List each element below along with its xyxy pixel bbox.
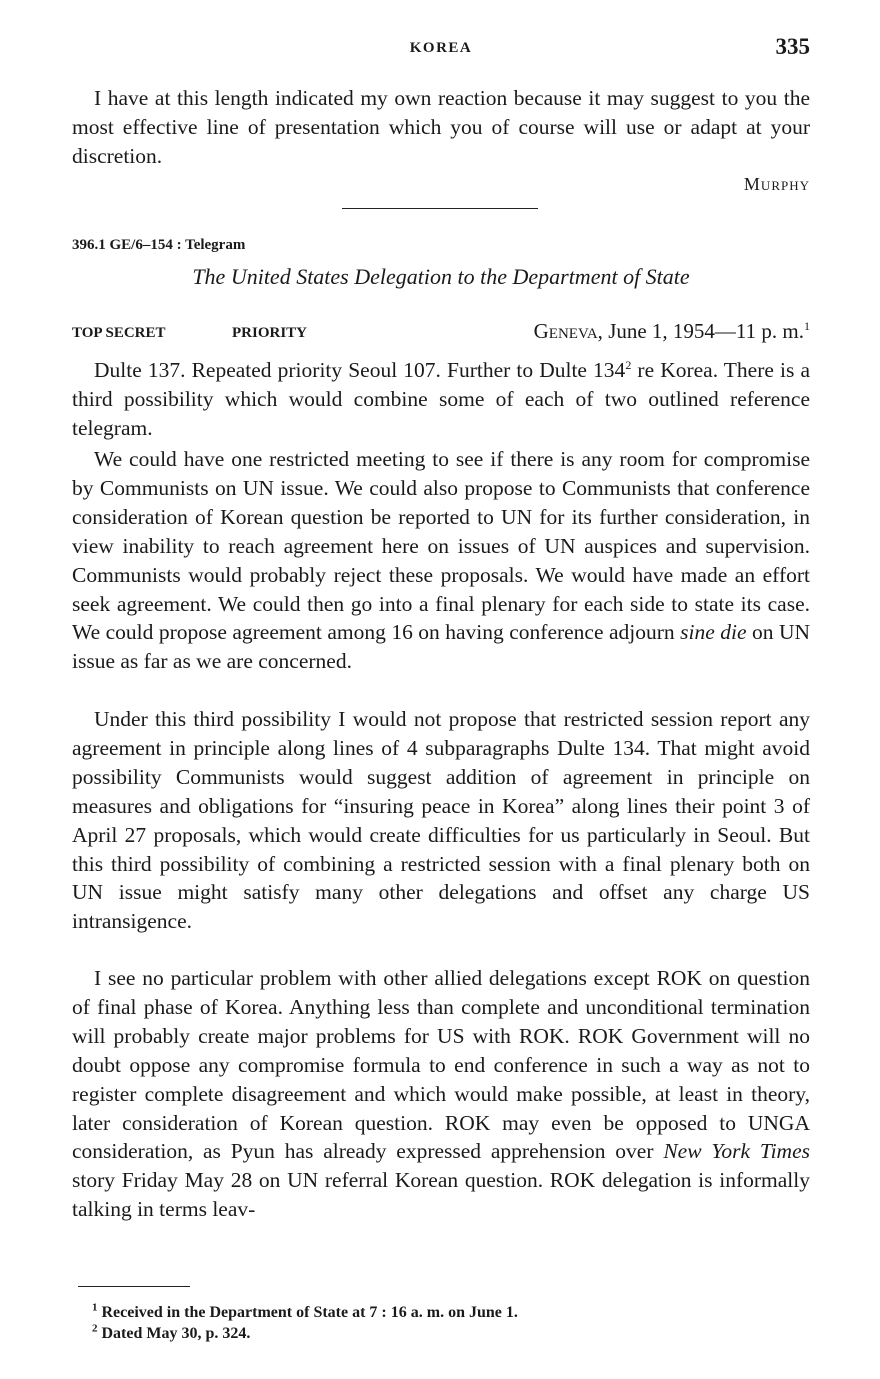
footnote (92, 1323, 518, 1344)
signature: Murphy (743, 174, 810, 194)
p2-text-a: We could have one restricted meeting to see if there is any room for compromise by Communists on UN issue. We could also propose to Communists that conference consideration of Korean question be reported to UN for its further consideration, in view inability to reach agreement here on issues of UN auspices and supervision. Communists would probably reject these proposals. We would have made an effort seek agreement. We could then go into a final plenary for each side to state its case. We could propose agreement among 16 on having conference adjourn (72, 447, 810, 645)
footnote-rule (78, 1286, 190, 1287)
file-reference: 396.1 GE/6–154 : Telegram (72, 237, 246, 253)
body-paragraph-3: Under this third possibility I would not propose that restricted session report any agreement in principle along lines of 4 subparagraphs Dulte 134. That might avoid possibility Communists would suggest addition of agreement in principle on measures and obligations for “insuring peace in Korea” along lines their point 3 of April 27 proposals, which would create difficulties for us particularly in Seoul. But this third possibility of combining a restricted session with a final plenary both on UN issue might satisfy many other delegations and offset any charge US intransigence. (72, 707, 810, 934)
classification-label: TOP SECRET (72, 325, 166, 341)
p1-text-b: re Korea. There is a third possibility which would combine some of each of two outlined reference telegram. (72, 358, 810, 440)
footnote-ref-1: 1 (804, 319, 810, 333)
p2-italic: sine die (680, 620, 747, 645)
classification-line (72, 319, 810, 349)
body-paragraph-2 (72, 445, 810, 676)
section-divider (342, 208, 538, 209)
p4-italic: New York Times (663, 1139, 810, 1164)
body-paragraph-1 (72, 356, 810, 443)
closing-paragraph: I have at this length indicated my own reaction because it may suggest to you the most effective line of presentation which you of course will use or adapt at your discretion. (72, 86, 810, 168)
footnote-ref-2: 2 (625, 357, 632, 372)
running-title: KOREA (409, 40, 473, 56)
footnote (92, 1302, 518, 1323)
dateline (534, 319, 810, 344)
document-heading: The United States Delegation to the Department of State (192, 264, 690, 289)
dateline-city: Geneva, (533, 319, 603, 343)
p4-text-b: story Friday May 28 on UN referral Korean question. ROK delegation is informally talking in terms leav- (72, 1168, 810, 1222)
p2-text-b: on UN issue as far as we are concerned. (72, 620, 811, 674)
footnote-marker: 2 (92, 1322, 98, 1335)
footnote-marker: 1 (92, 1301, 98, 1314)
dateline-date: June 1, 1954—11 p. m. (608, 319, 804, 343)
footnote-text: Received in the Department of State at 7 : 16 a. m. on June 1. (101, 1304, 518, 1321)
p1-text-a: Dulte 137. Repeated priority Seoul 107. Further to Dulte 134 (94, 358, 626, 382)
page-number: 335 (775, 34, 810, 59)
footnote-text: Dated May 30, p. 324. (101, 1325, 251, 1342)
body-paragraph-4 (72, 964, 810, 1224)
priority-label: PRIORITY (232, 325, 308, 341)
p4-text-a: I see no particular problem with other allied delegations except ROK on question of final phase of Korea. Anything less than complete and unconditional termination will probably create major problems for US with ROK. ROK Government will no doubt oppose any compromise formula to end conference in such a way as not to register complete disagreement and which would make possible, at least in theory, later consideration of Korean question. ROK may even be opposed to UNGA consideration, as Pyun has already expressed apprehension over (72, 966, 810, 1164)
footnotes (92, 1302, 518, 1344)
running-head (72, 36, 810, 64)
